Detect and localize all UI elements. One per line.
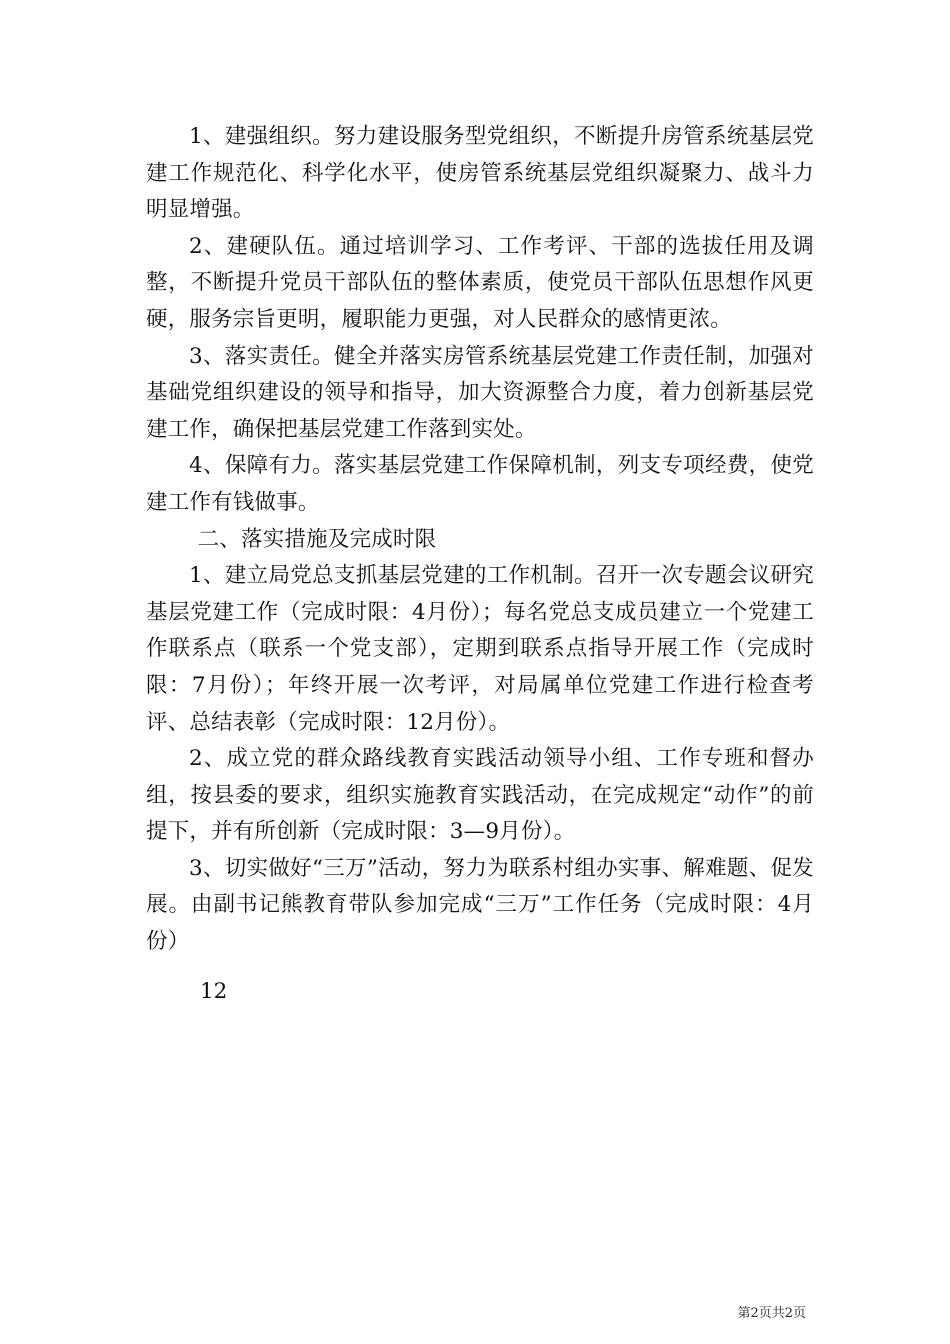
paragraph-implement-responsibility: 3、落实责任。健全并落实房管系统基层党建工作责任制，加强对基础党组织建设的领导和指导，加大资源整合力度，着力创新基层党建工作，确保把基层党建工作落到实处。 <box>146 343 814 442</box>
page-footer: 第2页共2页 <box>737 1306 806 1321</box>
section-heading-measures: 二、落实措施及完成时限 <box>197 526 437 552</box>
document-body <box>146 119 814 961</box>
paragraph-mass-line-activity: 2、成立党的群众路线教育实践活动领导小组、工作专班和督办组，按县委的要求，组织实施教育实践活动，在完成规定“动作”的前提下，并有所创新（完成时限：3—9月份）。 <box>146 746 814 845</box>
stray-number: 12 <box>200 979 228 1004</box>
paragraph-build-organization: 1、建强组织。努力建设服务型党组织，不断提升房管系统基层党建工作规范化、科学化水平，使房管系统基层党组织凝聚力、战斗力明显增强。 <box>146 124 814 223</box>
paragraph-guarantee: 4、保障有力。落实基层党建工作保障机制，列支专项经费，使党建工作有钱做事。 <box>146 453 814 515</box>
paragraph-work-mechanism: 1、建立局党总支抓基层党建的工作机制。召开一次专题会议研究基层党建工作（完成时限：4月份）；每名党总支成员建立一个党建工作联系点（联系一个党支部），定期到联系点指导开展工作（完成时限：7月份）；年终开展一次考评，对局属单位党建工作进行检查考评、总结表彰（完成时限：12月份）。 <box>146 563 814 735</box>
paragraph-build-team: 2、建硬队伍。通过培训学习、工作考评、干部的选拔任用及调整，不断提升党员干部队伍的整体素质，使党员干部队伍思想作风更硬，服务宗旨更明，履职能力更强，对人民群众的感情更浓。 <box>146 233 814 332</box>
paragraph-three-wan-activity: 3、切实做好“三万”活动，努力为联系村组办实事、解难题、促发展。由副书记熊教育带队参加完成“三万”工作任务（完成时限：4月份） <box>146 855 814 955</box>
